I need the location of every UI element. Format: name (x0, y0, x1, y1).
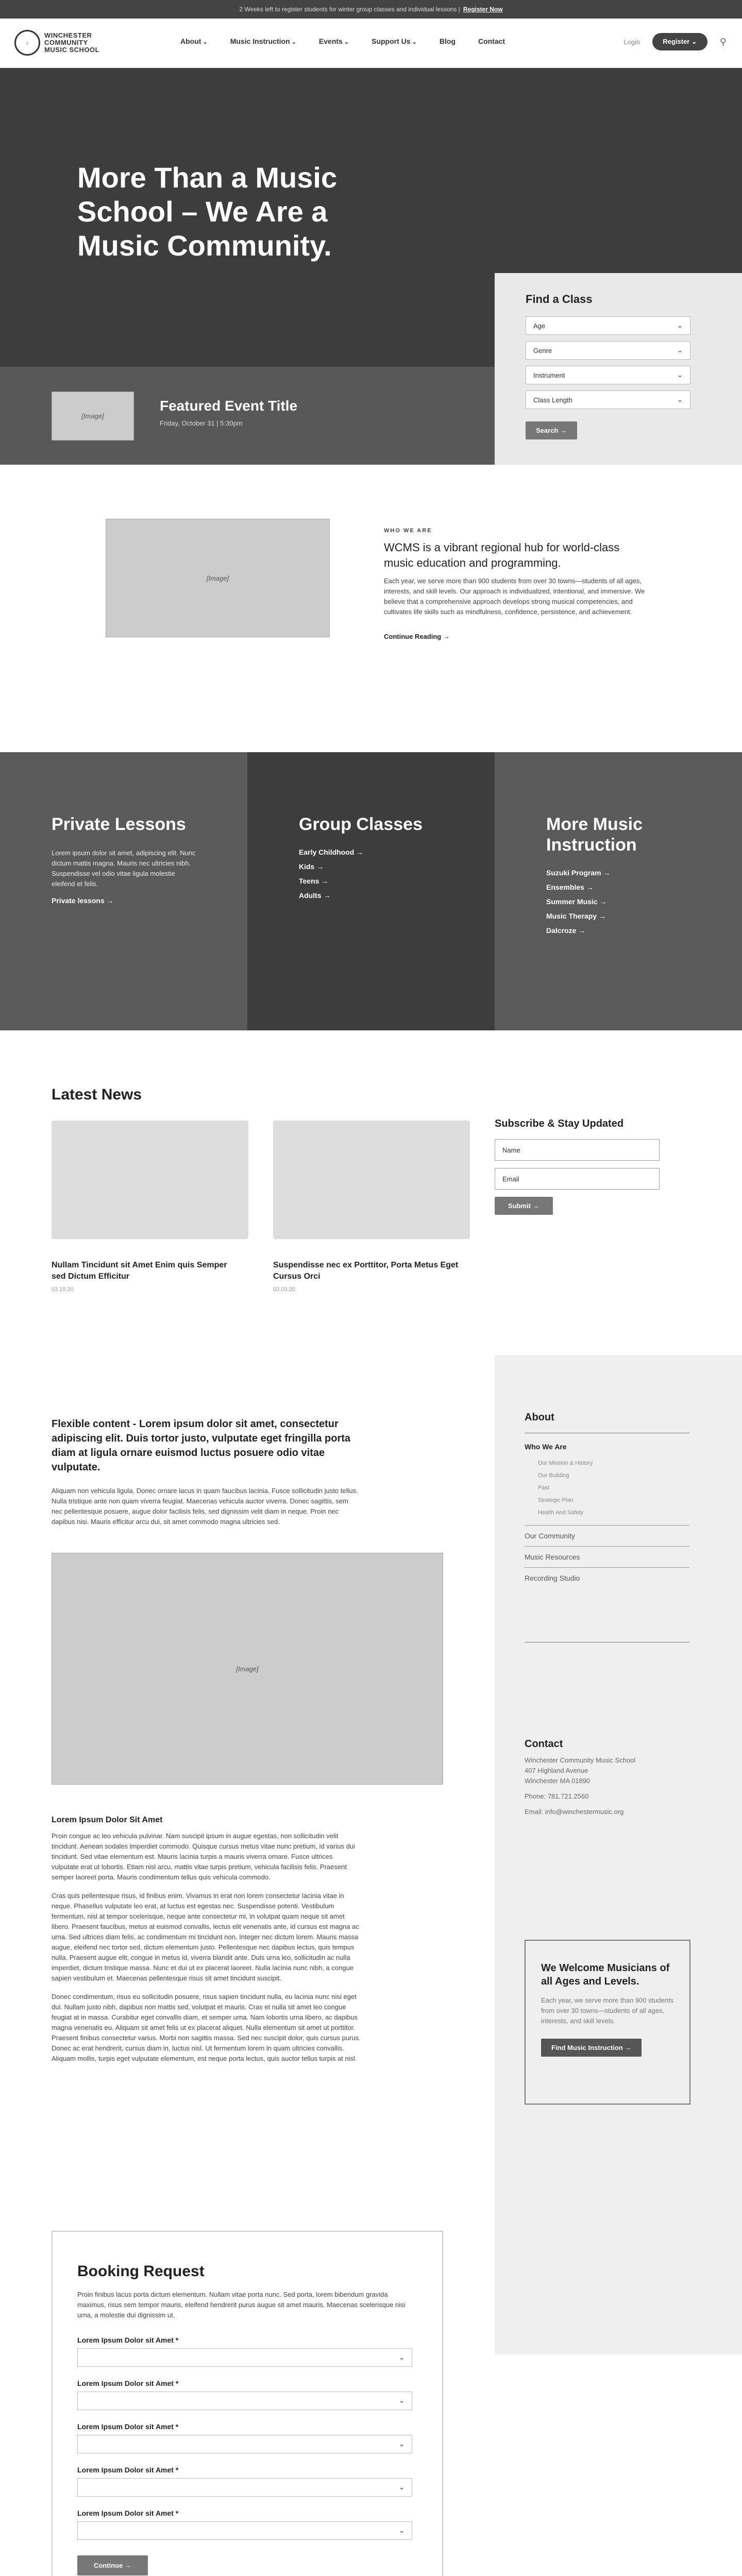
group-link-adults[interactable]: Adults → (299, 891, 331, 900)
private-lessons-link[interactable]: Private lessons → (52, 896, 114, 905)
subscribe-submit-button[interactable]: Submit → (495, 1197, 553, 1215)
news-card-date: 03.03.20 (273, 1286, 295, 1293)
continue-button[interactable]: Continue → (77, 2555, 148, 2575)
group-link-label: Early Childhood (299, 848, 355, 856)
group-classes-title: Group Classes (299, 815, 423, 834)
booking-select[interactable] (77, 2435, 412, 2453)
news-card-image (273, 1121, 470, 1239)
booking-body: Proin finibus lacus porta dictum elementum. Nullam vitae porta nunc. Sed porta, lorem bibendum gravida maximus, risus sem tempor mauris, eleifend hendrerit purus augue sit amet mauris. Maecenas scelerisque nisi urna, a molestie dui dignissim ut. (77, 2291, 406, 2319)
booking-field-label: Lorem Ipsum Dolor sit Amet * (77, 2509, 179, 2517)
register-label: Register (663, 38, 690, 45)
booking-select[interactable] (77, 2521, 412, 2540)
site-logo[interactable] (14, 30, 99, 56)
more-link-label: Music Therapy (546, 912, 597, 920)
continue-reading-label: Continue Reading (384, 633, 442, 640)
more-link-ensembles[interactable]: Ensembles → (546, 883, 594, 891)
sidebar-item-resources[interactable]: Music Resources (525, 1547, 689, 1568)
sidebar-item-recording[interactable]: Recording Studio (525, 1574, 580, 1582)
class-length-select-value: Class Length (533, 396, 572, 404)
contact-title: Contact (525, 1738, 563, 1750)
sidebar-subitem-strategic-plan[interactable]: Strategic Plan (538, 1497, 574, 1503)
age-select[interactable] (526, 316, 690, 335)
continue-label: Continue (94, 2562, 123, 2569)
welcome-title: We Welcome Musicians of all Ages and Levels. (541, 1962, 670, 1987)
chevron-down-icon: ⌄ (399, 2527, 404, 2534)
contact-phone[interactable]: Phone: 781.721.2560 (525, 1792, 589, 1800)
more-link-label: Ensembles (546, 883, 584, 891)
chevron-down-icon: ⌄ (399, 2483, 404, 2491)
who-we-are-image: [Image] (106, 519, 330, 637)
booking-field-label: Lorem Ipsum Dolor sit Amet * (77, 2466, 179, 2474)
contact-email[interactable]: Email: info@winchestermusic.org (525, 1808, 624, 1816)
group-link-label: Adults (299, 891, 322, 900)
private-lessons-link-label: Private lessons (52, 896, 105, 905)
name-input[interactable]: Name (495, 1139, 660, 1161)
featured-event-title[interactable]: Featured Event Title (160, 398, 298, 414)
find-music-label: Find Music Instruction (551, 2044, 623, 2052)
welcome-box (525, 1940, 690, 2105)
booking-field-label: Lorem Ipsum Dolor sit Amet * (77, 2336, 179, 2344)
contact-address-2: 407 Highland Avenue (525, 1767, 588, 1774)
class-length-select[interactable] (526, 391, 690, 409)
content-paragraph: Proin congue ac leo vehicula pulvinar. Nam suscipit ipsum in augue egestas, non sollicitudin velit tincidunt. Aenean sodales imperdiet commodo. Quisque cursus metus vitae nunc pretium, id varius dui tincidunt. Sed vitae elementum est. Mauris lacinia turpis a mauris viverra ornare. Fusce ultrices vulputate erat ut lobortis. Etiam nisl arcu, mattis vitae turpis pretium, vehicula facilisis felis. Praesent semper laoreet porta. Mauris condimentum tellus quis vehicula commodo. (52, 1832, 355, 1881)
group-classes-column (247, 752, 495, 1030)
chevron-down-icon: ⌄ (677, 396, 683, 403)
who-we-are-body: Each year, we serve more than 900 students from over 30 towns—students of all ages, interests, and skill levels. Our approach is individualized, intentional, and immersive. We believe that a comprehensive approach develops strong musical competencies, and cultivates life skills such as mindfulness, confidence, persistence, and achievement. (384, 577, 645, 616)
find-music-instruction-button[interactable]: Find Music Instruction → (541, 2039, 642, 2057)
more-instruction-column (495, 752, 742, 1030)
who-we-are-eyebrow: WHO WE ARE (384, 528, 432, 534)
login-link[interactable]: Login (623, 38, 640, 46)
instrument-select[interactable] (526, 366, 690, 384)
content-subheading: Lorem Ipsum Dolor Sit Amet (52, 1816, 163, 1824)
find-class-panel (495, 273, 742, 465)
search-button[interactable]: Search → (526, 421, 577, 439)
find-class-title: Find a Class (526, 293, 593, 306)
logo-line-1: WINCHESTER (44, 31, 92, 39)
featured-event-date: Friday, October 31 | 5:30pm (160, 419, 243, 427)
flexible-content (52, 1417, 361, 2064)
nav-about[interactable]: About ⌄ (180, 37, 208, 45)
sidebar (495, 1355, 742, 2354)
featured-event[interactable] (0, 367, 495, 465)
chevron-down-icon: ⌄ (399, 2440, 404, 2448)
continue-reading-link[interactable]: Continue Reading → (384, 633, 450, 640)
search-icon[interactable]: ⚲ (719, 36, 727, 47)
booking-field-label: Lorem Ipsum Dolor sit Amet * (77, 2379, 179, 2387)
subscribe-form (495, 1118, 660, 1215)
sidebar-subitem-past[interactable]: Past (538, 1485, 550, 1491)
nav-events[interactable]: Events ⌄ (319, 37, 349, 45)
main-nav (180, 37, 505, 45)
content-paragraph: Cras quis pellentesque risus, id finibus enim. Vivamus in erat non lorem consectetur lacinia vitae in neque. Phasellus vulputate leo erat, at luctus est egestas nec. Suspendisse potenti. Vestibulum fermentum, nisl at tempor scelerisque, neque ante consectetur mi, in volutpat quam neque sit amet libero. Praesent faucibus, metus at euismod convallis, lectus elit venenatis ante, id cursus est magna ac urna. Sed ultrices diam felis, ac condimentum mi tincidunt non. Integer nec dictum lorem. Mauris massa augue, eleifend nec tortor sed, dictum elementum justo. Pellentesque nec dapibus lectus, quis tempus nulla. Praesent augue elit, congue in metus id, viverra blandit ante. Duis urna leo, sollicitudin ac nulla imperdiet, dictum tristique massa. Nunc et dui ut ex placerat laoreet. Nulla lacinia nunc nibh, a congue sapien vestibulum et. Maecenas pellentesque risus sit amet tincidunt suscipit. (52, 1892, 359, 1982)
sidebar-subitem-mission[interactable]: Our Mission & History (538, 1460, 593, 1466)
more-link-suzuki[interactable]: Suzuki Program → (546, 869, 611, 877)
sidebar-title: About (525, 1412, 689, 1433)
content-paragraph: Aliquam non vehicula ligula. Donec ornare lacus in quam faucibus lacinia. Fusce sollicitudin justo tellus. Nulla tristique ante non quam viverra feugiat. Maecenas vehicula auctor viverra. Donec sagittis, sem nec pellentesque posuere, augue dolor facilisis felis, sed dignissim velit diam in neque. Proin nec dapibus nisi. Mauris efficitur arcu dui, sit amet commodo magna ultricies sed. (52, 1487, 358, 1526)
latest-news-section (0, 1030, 742, 1355)
chevron-down-icon: ⌄ (399, 2397, 404, 2404)
nav-contact[interactable]: Contact (478, 37, 505, 45)
news-card-image (52, 1121, 248, 1239)
news-card-title[interactable]: Suspendisse nec ex Porttitor, Porta Metus Eget Cursus Orci (273, 1261, 459, 1281)
welcome-body: Each year, we serve more than 900 students from over 30 towns—students of all ages, interests, and skill levels. (541, 1996, 674, 2025)
booking-field-label: Lorem Ipsum Dolor sit Amet * (77, 2422, 179, 2431)
booking-title: Booking Request (77, 2263, 205, 2280)
announcement-text: 2 Weeks left to register students for winter group classes and individual lessons | (239, 6, 460, 13)
genre-select-value: Genre (533, 346, 552, 354)
instrument-select-value: Instrument (533, 371, 565, 379)
nav-blog[interactable]: Blog (439, 37, 456, 45)
group-link-label: Teens (299, 877, 319, 885)
chevron-down-icon: ⌄ (677, 321, 683, 329)
more-link-label: Summer Music (546, 897, 598, 906)
subscribe-title: Subscribe & Stay Updated (495, 1118, 624, 1129)
group-link-kids[interactable]: Kids → (299, 862, 324, 871)
latest-news-title: Latest News (52, 1086, 142, 1103)
group-link-early-childhood[interactable]: Early Childhood → (299, 848, 364, 856)
instruction-section (0, 752, 742, 1030)
private-lessons-column (0, 752, 247, 1030)
news-card[interactable] (52, 1121, 248, 1293)
more-link-therapy[interactable]: Music Therapy → (546, 912, 606, 920)
news-card-title[interactable]: Nullam Tincidunt sit Amet Enim quis Semper sed Dictum Efficitur (52, 1261, 227, 1281)
who-we-are-section (0, 465, 742, 752)
contact-address-1: Winchester Community Music School (525, 1756, 636, 1764)
more-link-summer[interactable]: Summer Music → (546, 897, 607, 906)
logo-line-2: COMMUNITY (44, 39, 88, 46)
content-lead: Flexible content - Lorem ipsum dolor sit amet, consectetur adipiscing elit. Duis tortor justo, vulputate eget fringilla porta diam at ligula ornare euismod luctus posuere odio vitae vulputate. (52, 1418, 351, 1473)
private-lessons-body: Lorem ipsum dolor sit amet, adipiscing elit. Nunc dictum mattis magna. Mauris nec ultricies nibh. Suspendisse vel odio vitae ligula molestie eleifend et felis. (52, 849, 196, 888)
more-link-dalcroze[interactable]: Dalcroze → (546, 926, 586, 935)
booking-select[interactable] (77, 2392, 412, 2410)
age-select-value: Age (533, 321, 546, 330)
booking-field (77, 2336, 417, 2367)
sidebar-subitem-health-safety[interactable]: Health And Safety (538, 1510, 584, 1516)
email-input[interactable]: Email (495, 1168, 660, 1190)
more-link-label: Suzuki Program (546, 869, 601, 877)
genre-select[interactable] (526, 341, 690, 360)
logo-line-3: MUSIC SCHOOL (44, 46, 100, 54)
sidebar-item-who-we-are[interactable]: Who We Are (525, 1443, 567, 1451)
site-header (0, 19, 742, 68)
booking-field (77, 2466, 417, 2497)
submit-label: Submit (508, 1202, 531, 1210)
more-instruction-title: More Music Instruction (546, 815, 643, 855)
chevron-down-icon: ⌄ (399, 2353, 404, 2361)
news-card-date: 03.15.20 (52, 1286, 74, 1293)
more-link-label: Dalcroze (546, 926, 577, 935)
booking-select[interactable] (77, 2348, 412, 2367)
sidebar-subitem-building[interactable]: Our Building (538, 1472, 569, 1479)
group-link-teens[interactable]: Teens → (299, 877, 329, 885)
register-button[interactable]: Register ⌄ (652, 33, 707, 50)
content-paragraph: Donec condimentum, risus eu sollicitudin posuere, risus sapien tincidunt nulla, eu lacinia nunc nisi eget dui. Nullam justo nibh, dapibus non mattis sed, volutpat et mauris. Cras et nulla sit amet leo congue feugiat at in massa. Curabitur eget convallis diam, et semper urna. Nam lobortis urna libero, ac dapibus magna venenatis eu. Aliquam sit amet felis ut ex placerat aliquet. Nulla elementum sit amet ut porttitor. Praesent finibus consectetur varius. Morbi non sagittis massa. Sed nec suscipit dolor, quis cursus purus. Donec ac erat hendrerit, cursus diam in, luctus nisl. Ut fermentum lorem in quam ultricies convallis. Aliquam mollis, turpis eget vulputate elementum, est neque porta lectus, quis auctor tellus turpis at nisl. (52, 1993, 361, 2062)
booking-request-form (52, 2231, 443, 2576)
nav-music-instruction[interactable]: Music Instruction ⌄ (230, 37, 296, 45)
nav-support-us[interactable]: Support Us ⌄ (372, 37, 417, 45)
chevron-down-icon: ⌄ (677, 371, 683, 379)
private-lessons-title: Private Lessons (52, 815, 186, 834)
announcement-bar (0, 0, 742, 19)
booking-select[interactable] (77, 2478, 412, 2497)
hero-title: More Than a Music School – We Are a Music Community. (77, 161, 338, 262)
featured-event-image: [Image] (52, 392, 134, 440)
chevron-down-icon: ⌄ (677, 346, 683, 354)
group-link-label: Kids (299, 862, 315, 871)
search-button-label: Search (536, 427, 559, 434)
who-we-are-heading: WCMS is a vibrant regional hub for world-class music education and programming. (384, 541, 620, 569)
booking-field (77, 2509, 417, 2540)
content-image: [Image] (52, 1553, 443, 1785)
news-card[interactable] (273, 1121, 470, 1293)
register-now-link[interactable]: Register Now (463, 6, 503, 13)
booking-field (77, 2422, 417, 2453)
logo-seal-icon: ♪ (14, 30, 40, 56)
header-actions (623, 33, 727, 50)
sidebar-item-community[interactable]: Our Community (525, 1526, 689, 1547)
booking-field (77, 2379, 417, 2410)
contact-address-3: Winchester MA 01890 (525, 1777, 591, 1785)
